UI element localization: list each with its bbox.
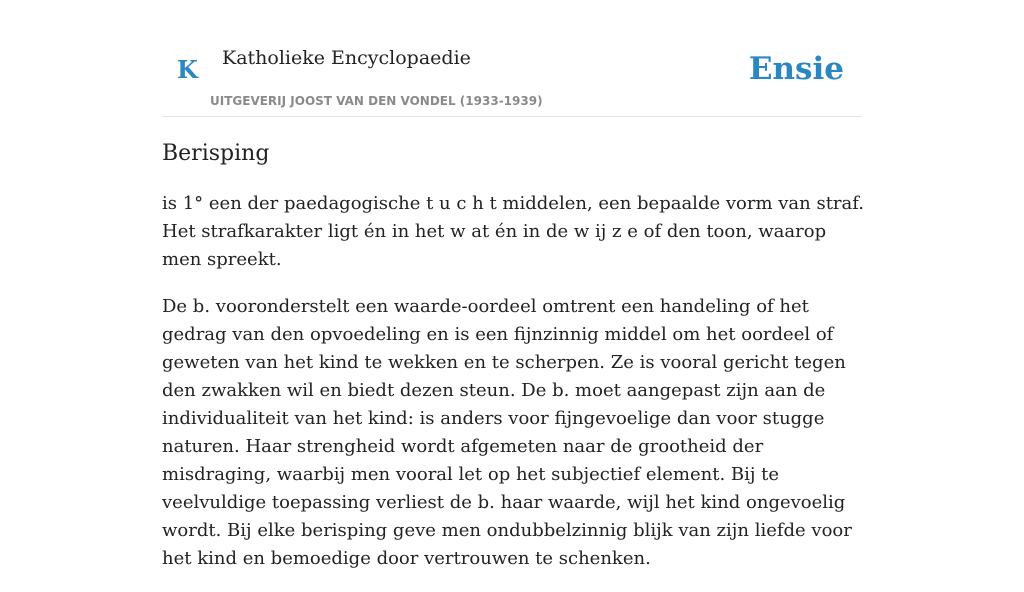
publication-title[interactable]: Katholieke Encyclopaedie [222, 47, 471, 69]
article-title: Berisping [162, 141, 270, 166]
publisher-label: UITGEVERIJ JOOST VAN DEN VONDEL (1933-1939) [210, 94, 543, 108]
article [162, 138, 867, 592]
article-paragraph-2: De b. vooronderstelt een waarde-oordeel omtrent een handeling of het gedrag van den opvoedeling en is een fijnzinnig middel om het oordeel of geweten van het kind te wekken en te scherpen. Ze is vooral gericht tegen den zwakken wil en biedt dezen steun. De b. moet aangepast zijn aan de individualiteit van het kind: is anders voor fijngevoelige dan voor stugge naturen. Haar strengheid wordt afgemeten naar de grootheid der misdraging, waarbij men vooral let op het subjectief element. Bij te veelvuldige toepassing verliest de b. haar waarde, wijl het kind ongevoelig wordt. Bij elke berisping geve men ondubbelzinnig blijk van zijn liefde voor het kind en bemoedige door vertrouwen te schenken. [162, 296, 852, 569]
article-paragraph-1: is 1° een der paedagogische t u c h t middelen, een bepaalde vorm van straf. Het strafkarakter ligt én in het w at én in de w ij z e of den toon, waarop men spreekt. [162, 193, 864, 270]
ensie-logo-link[interactable]: Ensie [748, 51, 844, 87]
publication-logo[interactable]: K [177, 55, 198, 84]
header [162, 0, 862, 117]
